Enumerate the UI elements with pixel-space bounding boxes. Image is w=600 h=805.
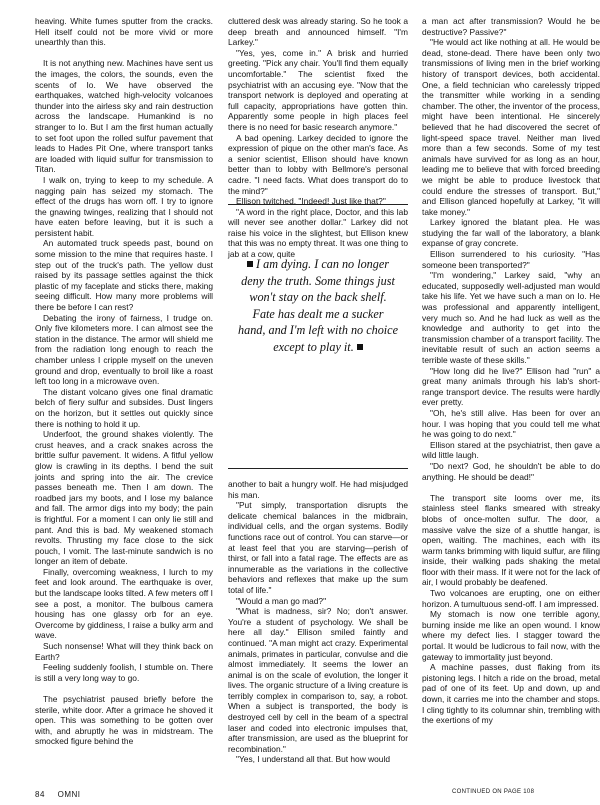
page-number: 84: [35, 790, 45, 799]
paragraph: Feeling suddenly foolish, I stumble on. There is still a very long way to go.: [35, 662, 213, 683]
paragraph: "Put simply, transportation disrupts the delicate chemical balances in the midbrain, individual cells, and the organ systems. Bodily functions race out of control. You can starve—or at least feel that you are starving—perish of thirst, or fall into a fatal rage. The effects are as innumerable as the variations in the collective behaviors and reflexes that make up the sum total of life.": [228, 500, 408, 595]
article-column-middle-top: [228, 16, 408, 260]
article-column-left: [35, 16, 213, 747]
paragraph: Ellison surrendered to his curiosity. "Has someone been transported?": [422, 249, 600, 270]
paragraph: cluttered desk was already staring. So he took a deep breath and announced himself. "I'm Larkey.": [228, 16, 408, 48]
article-column-middle-bottom: [228, 479, 408, 765]
magazine-name: OMNI: [57, 790, 81, 799]
paragraph: The transport site looms over me, its stainless steel flanks smeared with streaky blobs of once-molten sulfur. The door, a massive valve the size of a shuttle hangar, is open, waiting. The machines, each with its warm tanks brimming with liquid sulfur, are filing inside, their walking pads shaking the metal floor with their mass. If it were not for the lack of air, I would probably be deafened.: [422, 492, 600, 588]
pull-quote-top-rule: [228, 204, 408, 205]
paragraph: A machine passes, dust flaking from its pistoning legs. I hitch a ride on the broad, metal pad of one of its feet. Up and down, up and down, it carries me into the chamber and stops. I cling tightly to its columnar shin, trembling with the exertions of my: [422, 662, 600, 726]
paragraph: Such nonsense! What will they think back on Earth?: [35, 641, 213, 662]
paragraph: Debating the irony of fairness, I trudge on. Only five kilometers more. I can almost see the station in the distance. The armor will shield me from the radiation long enough to reach the chamber unless I cripple myself on the uneven ground and drop, eventually to broil like a roast left too long in a microwave oven.: [35, 312, 213, 387]
quote-open-square-icon: [247, 261, 253, 267]
paragraph: "I'm wondering," Larkey said, "why an educated, supposedly well-adjusted man would take his life. Yet we have such a man on Io. He was professional and apparently intelligent, very much so. And he had luck as well as the knowledge and authority to get into the transmission chamber of a transport facility. The inevitable result of such an action seems a terrible waste of these skills.": [422, 270, 600, 365]
paragraph: "He would act like nothing at all. He would be dead, stone-dead. There have been only two transmissions of living men in the brief working history of transport devices, both accidental. One, a field technician who carelessly tripped the transmitter while working in a sending chamber. The other, the inventor of the process, might have been intentional. He sincerely believed that he had discovered the secret of light-speed space travel. Neither man lived more than a few seconds. Some of my test animals have survived for as long as an hour, leading me to believe that with forced breeding we might be able to produce livestock that could endure the stresses of transport. But," and Ellison glanced hopefully at Larkey, "it will take money.": [422, 37, 600, 217]
paragraph: The psychiatrist paused briefly before the sterile, white door. After a grimace he shoved it open. This was something to be gotten over with, and abruptly he was in midstream. The smocked figure behind the: [35, 694, 213, 747]
paragraph: Larkey ignored the blatant plea. He was studying the far wall of the laboratory, a blank expanse of gray concrete.: [422, 217, 600, 249]
paragraph: Underfoot, the ground shakes violently. The crust heaves, and a crack snakes across the brittle sulfur pavement. It widens. A fitful yellow glow is crawling in its depths. I bend the suit joints and spring into the air. The crevice passes beneath me. Then I am down. The roadbed jars my boots, and I lose my balance and fall. The armor digs into my body; the pain is frightful. For a moment I can only lie still and pant. And this is bad. My weakened stomach revolts. Thrusting my face close to the sick pouch, I vomit. The last-minute sandwich is no longer an item of debate.: [35, 429, 213, 567]
pull-quote: [238, 256, 398, 355]
paragraph: "Oh, he's still alive. Has been for over an hour. I was hoping that you could tell me what he was going to do next.": [422, 407, 600, 440]
paragraph: "Would a man go mad?": [236, 595, 327, 606]
paragraph: A bad opening. Larkey decided to ignore the expression of pique on the other man's face. As a senior scientist, Ellison should have known better than to lobby with Bellmore's personal cadre. "I need facts. What does transport do to the mind?": [228, 132, 408, 196]
quote-close-square-icon: [357, 344, 363, 350]
paragraph: "A word in the right place, Doctor, and this lab will never see another dollar." Larkey did not raise his voice in the slightest, but Ellison knew that this was no empty threat. It was one thing to jab at a cow, quite: [228, 206, 408, 260]
paragraph: My stomach is now one terrible agony, burning inside me like an open wound. I know where my defect lies. I stagger toward the portal. It would be ludicrous to fail now, with the gateway to immortality just beyond.: [422, 609, 600, 662]
paragraph: heaving. White fumes sputter from the cracks. Hell itself could not be more vivid or more unearthly than this.: [35, 16, 213, 48]
pull-quote-bottom-rule: [228, 468, 408, 469]
paragraph: An automated truck speeds past, bound on some mission to the mine that requires haste. I step out of the truck's path. The yellow dust raised by its passage settles against the thick plastic of my faceplate and sticks there, making seeing difficult. How many more problems will there be before I can rest?: [35, 238, 213, 313]
paragraph: Finally, overcoming weakness, I lurch to my feet and look around. The earthquake is over, but the landscape looks tilted. A few meters off I see a post, a monitor. The bulbous camera housing has one glassy orb for an eye. Overcome by giddiness, I raise a bulky arm and wave.: [35, 566, 213, 641]
paragraph: It is not anything new. Machines have sent us the images, the colors, the sounds, even the scents of Io. We have observed the earthquakes, watched high-velocity volcanoes thunder into the airless sky and rain destruction across the landscape. Humankind is no stranger to Io. But I am the first human actually to set foot upon the rolled sulfur pavement that leads to Hades Pit One, where transport tanks are loaded with liquid sulfur for transmission to Titan.: [35, 58, 213, 175]
paragraph: "What is madness, sir? No; don't answer. You're a student of psychology. We shall be here all day." Ellison smiled faintly and continued. "A man might act crazy. Experimental animals, primates in particular, convulse and die almost immediately. It seems the lower an animal is on the scale of evolution, the longer it lives. The organic structure of a living creature is terribly complex in comparison to, say, a robot. When a subject is transported, the body is destroyed cell by cell in the beam of a spectral laser and coded into electronic impulses that, after transmission, are used as the blueprint for recombination.": [228, 606, 408, 754]
paragraph: The distant volcano gives one final dramatic belch of fiery sulfur and subsides. Dust lingers on the horizon, but it settles out quickly since there is nothing to hold it up.: [35, 386, 213, 429]
paragraph: "Yes, yes, come in." A brisk and hurried greeting. "Pick any chair. You'll find them equally uncomfortable." The scientist fixed the psychiatrist with an accusing eye. "Now that the transport network is deployed and operating at full capacity, appropriations have gotten thin. Apparently some people in high places feel there is no need for basic research anymore.": [228, 47, 408, 132]
continued-on-page: CONTINUED ON PAGE 108: [452, 789, 535, 795]
paragraph: I walk on, trying to keep to my schedule. A nagging pain has seized my stomach. The effect of the drugs has worn off. I try to ignore the gnawing twinges, realizing that I should not have eaten before leaving, but it is such a persistent habit.: [35, 174, 213, 238]
pull-quote-text: I am dying. I can no longer deny the truth. Some things just won't stay on the back shelf. Fate has dealt me a sucker hand, and I'm left with no choice except to play it.: [238, 257, 399, 354]
paragraph: Ellison stared at the psychiatrist, then gave a wild little laugh.: [422, 439, 600, 461]
page-footer: [35, 790, 91, 799]
paragraph: "Do next? God, he shouldn't be able to do anything. He should be dead!": [422, 460, 600, 482]
paragraph: Two volcanoes are erupting, one on either horizon. A tumultuous send-off. I am impressed.: [422, 588, 600, 609]
paragraph: a man act after transmission? Would he be destructive? Passive?": [422, 16, 600, 37]
paragraph: another to bait a hungry wolf. He had misjudged his man.: [228, 479, 408, 500]
paragraph: "How long did he live?" Ellison had "run" a great many animals through his lab's short-range transport device. The results were hardly ever pretty.: [422, 365, 600, 408]
paragraph: "Yes, I understand all that. But how would: [236, 754, 390, 765]
article-column-right: [422, 16, 600, 726]
paragraph: Ellison twitched. "Indeed! Just like that?": [236, 196, 386, 207]
